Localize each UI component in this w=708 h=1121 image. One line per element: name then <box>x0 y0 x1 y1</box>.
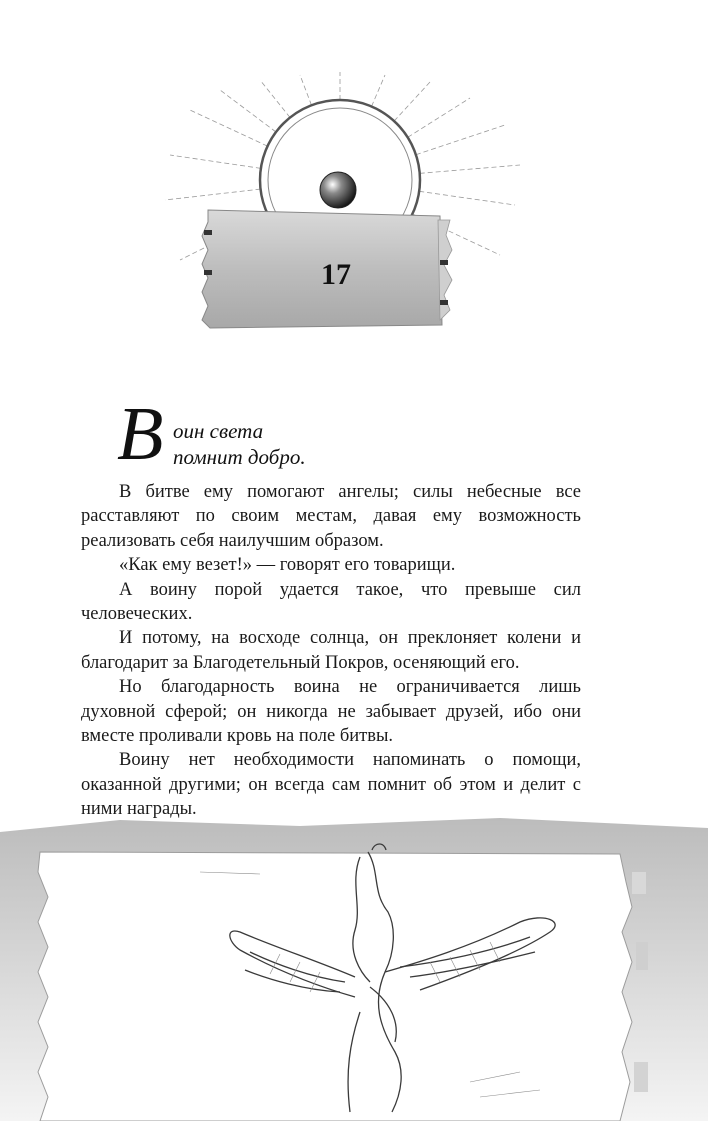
paragraph: «Как ему везет!» — говорят его товарищи. <box>119 555 456 576</box>
falling-angel-illustration <box>0 812 708 1121</box>
lead-line-1: оин света <box>173 419 264 443</box>
paragraph: Воину нет необходимости напоминать о помощи, оказанной другими; он всегда сам помнит об этом и делит с ними награды. <box>81 750 581 820</box>
chapter-header-illustration <box>150 70 530 360</box>
chapter-number: 17 <box>321 258 351 291</box>
chapter-text <box>81 392 581 822</box>
paragraph: А воину порой удается такое, что превыше сил человеческих. <box>81 579 581 625</box>
drop-cap: В <box>117 392 164 476</box>
lead-line-2: помнит добро. <box>173 445 306 469</box>
paragraph: Но благодарность воина не ограничивается лишь духовной сферой; он никогда не забывает друзей, ибо они вместе проливали кровь на поле битвы. <box>81 677 581 747</box>
paragraph: В битве ему помогают ангелы; силы небесные все расставляют по своим местам, давая ему возможность реализовать себя наилучшим образом. <box>81 482 581 551</box>
paragraph: И потому, на восходе солнца, он преклоняет колени и благодарит за Благодетельный Покров, осеняющий его. <box>81 628 581 673</box>
lead-phrase <box>81 392 581 480</box>
sphere-icon <box>320 172 356 208</box>
